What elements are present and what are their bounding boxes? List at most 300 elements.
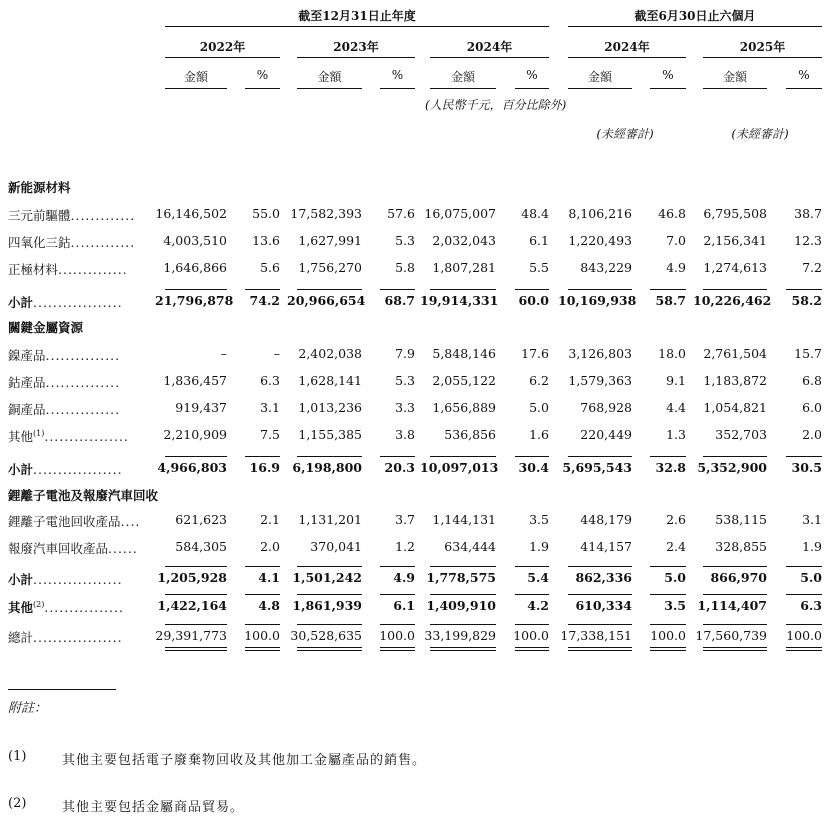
percent-column-header: %: [798, 68, 810, 82]
column-header-rule: [380, 88, 415, 89]
amount-cell: 8,106,216: [568, 206, 632, 221]
row-label-text: 關鍵金屬資源: [8, 320, 84, 335]
year-header: 2023年: [333, 40, 379, 54]
amount-cell: 5,848,146: [432, 346, 496, 361]
percent-cell: 60.0: [518, 293, 549, 308]
percent-cell: 5.5: [529, 260, 549, 275]
amount-column-header: 金額: [587, 70, 612, 84]
percent-cell: 5.8: [395, 260, 415, 275]
percent-cell: 5.0: [664, 570, 686, 585]
amount-cell: 634,444: [444, 539, 496, 554]
percent-cell: 15.7: [794, 346, 822, 361]
total-double-rule: [650, 650, 686, 651]
row-label-text: 小計: [8, 572, 34, 587]
row-label: [8, 460, 123, 478]
amount-cell: 3,126,803: [568, 346, 632, 361]
column-header-rule: [165, 88, 227, 89]
percent-cell: 12.3: [794, 233, 822, 248]
column-header-rule: [515, 88, 549, 89]
percent-cell: 100.0: [244, 628, 280, 643]
sum-rule: [165, 289, 227, 290]
row-label: [8, 400, 120, 418]
leader-dots: .............: [70, 235, 136, 250]
percent-cell: 5.4: [527, 570, 549, 585]
amount-cell: 10,226,462: [693, 293, 772, 308]
leader-dots: .................: [44, 429, 129, 444]
total-double-rule: [430, 650, 496, 651]
sum-rule: [245, 624, 280, 625]
percent-cell: 32.8: [655, 460, 686, 475]
amount-cell: 1,131,201: [298, 512, 362, 527]
sum-rule: [650, 624, 686, 625]
sum-rule: [568, 289, 632, 290]
amount-cell: 1,501,242: [292, 570, 362, 585]
sum-rule: [297, 289, 362, 290]
amount-cell: 4,003,510: [163, 233, 227, 248]
amount-cell: 1,656,889: [432, 400, 496, 415]
amount-column-header: 金額: [722, 70, 747, 84]
percent-cell: 55.0: [252, 206, 280, 221]
amount-cell: 1,422,164: [157, 598, 227, 613]
amount-cell: 2,032,043: [432, 233, 496, 248]
row-label: [8, 539, 138, 557]
sum-rule: [245, 289, 280, 290]
percent-cell: 4.1: [258, 570, 280, 585]
amount-cell: 1,155,385: [298, 427, 362, 442]
column-header-rule: [703, 88, 767, 89]
percent-cell: 30.4: [518, 460, 549, 475]
percent-cell: 38.7: [794, 206, 822, 221]
percent-cell: 4.4: [666, 400, 686, 415]
percent-cell: 1.2: [395, 539, 415, 554]
section-heading: [8, 486, 158, 504]
row-label-text: 鋰離子電池及報廢汽車回收: [8, 488, 159, 503]
year-header-rule: [165, 57, 280, 58]
sum-rule: [165, 594, 227, 595]
percent-cell: 5.6: [260, 260, 280, 275]
percent-cell: 13.6: [252, 233, 280, 248]
percent-cell: 7.9: [395, 346, 415, 361]
amount-cell: 2,156,341: [703, 233, 767, 248]
row-label: [8, 260, 128, 278]
percent-cell: 3.5: [664, 598, 686, 613]
total-double-rule: [515, 650, 549, 651]
amount-cell: 6,795,508: [703, 206, 767, 221]
row-label: [8, 598, 124, 616]
sum-rule: [380, 566, 415, 567]
sum-rule: [165, 566, 227, 567]
row-label-text: 總計: [8, 630, 34, 645]
sum-rule: [650, 594, 686, 595]
leader-dots: ................: [44, 600, 124, 615]
amount-column-header: 金額: [450, 70, 475, 84]
total-double-rule: [380, 650, 415, 651]
percent-column-header: %: [256, 68, 269, 82]
percent-cell: 30.5: [791, 460, 822, 475]
row-label: [8, 346, 120, 364]
leader-dots: ......: [108, 541, 138, 556]
percent-cell: 1.9: [529, 539, 549, 554]
sum-rule: [703, 289, 767, 290]
year-header-rule: [568, 57, 686, 58]
percent-cell: 2.1: [260, 512, 280, 527]
amount-cell: 352,703: [715, 427, 767, 442]
total-double-rule: [786, 647, 822, 648]
group-header-rule-1: [165, 26, 549, 27]
percent-cell: 5.0: [800, 570, 822, 585]
total-double-rule: [568, 647, 632, 648]
row-label-text: 鈷產品: [8, 375, 46, 390]
sum-rule: [297, 566, 362, 567]
footnote-1-text: 其他主要包括電子廢棄物回收及其他加工金屬產品的銷售。: [62, 753, 427, 768]
footnote-marker: (2): [33, 599, 45, 609]
amount-cell: 866,970: [710, 570, 767, 585]
amount-cell: 448,179: [580, 512, 632, 527]
amount-cell: 2,210,909: [163, 427, 227, 442]
row-label-text: 小計: [8, 462, 34, 477]
percent-cell: 5.3: [395, 233, 415, 248]
leader-dots: ...............: [45, 402, 121, 417]
section-heading: [8, 318, 83, 336]
percent-cell: 3.5: [529, 512, 549, 527]
sum-rule: [380, 456, 415, 457]
amount-cell: 2,402,038: [298, 346, 362, 361]
percent-cell: 2.4: [666, 539, 686, 554]
amount-cell: 2,761,504: [703, 346, 767, 361]
amount-cell: 16,075,007: [424, 206, 496, 221]
year-header: 2025年: [739, 40, 786, 54]
sum-rule: [568, 566, 632, 567]
sum-rule: [380, 624, 415, 625]
percent-cell: 7.5: [260, 427, 280, 442]
sum-rule: [515, 566, 549, 567]
percent-cell: 3.3: [395, 400, 415, 415]
total-double-rule: [245, 647, 280, 648]
percent-cell: 1.9: [802, 539, 822, 554]
sum-rule: [703, 456, 767, 457]
row-label: [8, 427, 129, 445]
amount-cell: 1,646,866: [163, 260, 227, 275]
amount-cell: 538,115: [715, 512, 767, 527]
row-label: [8, 373, 120, 391]
amount-cell: 1,114,407: [697, 598, 767, 613]
sum-rule: [515, 456, 549, 457]
sum-rule: [245, 456, 280, 457]
row-label-text: 其他: [8, 600, 34, 615]
sum-rule: [165, 456, 227, 457]
column-header-rule: [568, 88, 632, 89]
amount-cell: 21,796,878: [155, 293, 234, 308]
footnote-marker: (1): [33, 428, 45, 438]
sum-rule: [786, 289, 822, 290]
year-header: 2024年: [604, 40, 650, 54]
amount-cell: 17,338,151: [560, 628, 632, 643]
amount-cell: 862,336: [575, 570, 632, 585]
amount-cell: 10,097,013: [420, 460, 499, 475]
row-label: [8, 233, 135, 251]
percent-cell: 16.9: [249, 460, 280, 475]
sum-rule: [430, 594, 496, 595]
sum-rule: [703, 594, 767, 595]
percent-cell: 5.0: [529, 400, 549, 415]
column-header-rule: [297, 88, 362, 89]
row-label-text: 銅產品: [8, 402, 46, 417]
sum-rule: [515, 594, 549, 595]
amount-column-header: 金額: [183, 70, 208, 84]
amount-cell: 843,229: [580, 260, 632, 275]
row-label-text: 正極材料: [8, 262, 59, 277]
percent-cell: 3.1: [802, 512, 822, 527]
amount-cell: 1,756,270: [298, 260, 362, 275]
amount-cell: 1,836,457: [163, 373, 227, 388]
sum-rule: [165, 624, 227, 625]
percent-cell: 68.7: [384, 293, 415, 308]
total-double-rule: [786, 650, 822, 651]
amount-cell: 1,274,613: [703, 260, 767, 275]
sum-rule: [786, 594, 822, 595]
percent-cell: 4.9: [666, 260, 686, 275]
amount-cell: 17,560,739: [695, 628, 767, 643]
amount-cell: 536,856: [444, 427, 496, 442]
sum-rule: [568, 624, 632, 625]
leader-dots: ..................: [33, 630, 123, 645]
total-double-rule: [165, 650, 227, 651]
row-label-text: 鎳產品: [8, 348, 46, 363]
sum-rule: [650, 289, 686, 290]
amount-cell: 414,157: [580, 539, 632, 554]
amount-cell: –: [220, 346, 227, 361]
row-label-text: 小計: [8, 295, 34, 310]
sum-rule: [380, 594, 415, 595]
percent-cell: 2.0: [802, 427, 822, 442]
percent-cell: 6.1: [529, 233, 549, 248]
total-double-rule: [165, 647, 227, 648]
amount-cell: 621,623: [175, 512, 227, 527]
amount-cell: 1,205,928: [157, 570, 227, 585]
total-double-rule: [380, 647, 415, 648]
percent-cell: 58.7: [655, 293, 686, 308]
row-label: [8, 206, 135, 224]
row-label: [8, 293, 123, 311]
total-double-rule: [430, 647, 496, 648]
footnotes-title: 附註：: [8, 701, 48, 716]
percent-cell: 2.6: [666, 512, 686, 527]
row-label-text: 三元前驅體: [8, 208, 71, 223]
footnote-1-number: (1): [8, 749, 27, 764]
row-label: [8, 512, 140, 530]
total-double-rule: [568, 650, 632, 651]
sum-rule: [380, 289, 415, 290]
leader-dots: ....: [120, 514, 141, 529]
amount-cell: 16,146,502: [155, 206, 227, 221]
percent-cell: 17.6: [521, 346, 549, 361]
amount-cell: 1,409,910: [426, 598, 496, 613]
group-header-six-months: 截至6月30日止六個月: [634, 9, 756, 23]
percent-cell: 3.1: [260, 400, 280, 415]
amount-cell: 1,013,236: [298, 400, 362, 415]
total-double-rule: [703, 647, 767, 648]
percent-column-header: %: [526, 68, 538, 82]
percent-cell: 9.1: [666, 373, 686, 388]
row-label: [8, 628, 123, 646]
leader-dots: .............: [70, 208, 136, 223]
row-label-text: 鋰離子電池回收產品: [8, 514, 121, 529]
percent-cell: 4.2: [527, 598, 549, 613]
percent-cell: 100.0: [786, 628, 822, 643]
unit-note: (人民幣千元，百分比除外): [425, 98, 567, 112]
percent-cell: 2.0: [260, 539, 280, 554]
amount-cell: 6,198,800: [292, 460, 362, 475]
year-header-rule: [297, 57, 415, 58]
amount-cell: 5,695,543: [562, 460, 632, 475]
sum-rule: [568, 456, 632, 457]
percent-column-header: %: [662, 68, 674, 82]
total-double-rule: [297, 650, 362, 651]
percent-cell: 6.0: [802, 400, 822, 415]
year-header-rule: [703, 57, 822, 58]
sum-rule: [430, 566, 496, 567]
amount-cell: 33,199,829: [424, 628, 496, 643]
row-label: [8, 570, 123, 588]
percent-cell: –: [273, 346, 280, 361]
amount-cell: 17,582,393: [290, 206, 362, 221]
amount-cell: 10,169,938: [558, 293, 637, 308]
percent-cell: 20.3: [384, 460, 415, 475]
percent-cell: 6.8: [802, 373, 822, 388]
group-header-rule-2: [568, 26, 822, 27]
year-header: 2024年: [466, 40, 513, 54]
percent-cell: 74.2: [249, 293, 280, 308]
percent-cell: 3.7: [395, 512, 415, 527]
sum-rule: [430, 289, 496, 290]
percent-column-header: %: [391, 68, 404, 82]
amount-cell: 19,914,331: [420, 293, 499, 308]
unaudited-note-2024: (未經審計): [596, 127, 654, 141]
leader-dots: ..............: [58, 262, 128, 277]
row-label-text: 報廢汽車回收產品: [8, 541, 109, 556]
percent-cell: 48.4: [521, 206, 549, 221]
sum-rule: [515, 624, 549, 625]
percent-cell: 1.6: [529, 427, 549, 442]
sum-rule: [703, 624, 767, 625]
sum-rule: [786, 566, 822, 567]
percent-cell: 3.8: [395, 427, 415, 442]
column-header-rule: [650, 88, 686, 89]
sum-rule: [703, 566, 767, 567]
sum-rule: [515, 289, 549, 290]
amount-cell: 328,855: [715, 539, 767, 554]
amount-cell: 1,144,131: [432, 512, 496, 527]
row-label-text: 其他: [8, 429, 34, 444]
sum-rule: [245, 594, 280, 595]
percent-cell: 4.8: [258, 598, 280, 613]
sum-rule: [786, 456, 822, 457]
column-header-rule: [245, 88, 280, 89]
percent-cell: 4.9: [393, 570, 415, 585]
amount-cell: 29,391,773: [155, 628, 227, 643]
leader-dots: ...............: [45, 375, 121, 390]
sum-rule: [786, 624, 822, 625]
percent-cell: 1.3: [666, 427, 686, 442]
amount-cell: 610,334: [575, 598, 632, 613]
amount-cell: 584,305: [175, 539, 227, 554]
percent-cell: 18.0: [658, 346, 686, 361]
sum-rule: [650, 566, 686, 567]
percent-cell: 6.3: [800, 598, 822, 613]
group-header-fiscal-years: 截至12月31日止年度: [298, 9, 416, 23]
leader-dots: ..................: [33, 572, 123, 587]
percent-cell: 6.1: [393, 598, 415, 613]
sum-rule: [297, 456, 362, 457]
sum-rule: [297, 624, 362, 625]
column-header-rule: [786, 88, 822, 89]
leader-dots: ..................: [33, 295, 123, 310]
sum-rule: [430, 456, 496, 457]
amount-cell: 1,183,872: [703, 373, 767, 388]
amount-cell: 1,627,991: [298, 233, 362, 248]
amount-cell: 1,628,141: [298, 373, 362, 388]
row-label-text: 新能源材料: [8, 180, 71, 195]
total-double-rule: [650, 647, 686, 648]
sum-rule: [650, 456, 686, 457]
percent-cell: 6.2: [529, 373, 549, 388]
sum-rule: [568, 594, 632, 595]
footnote-2-number: (2): [8, 796, 27, 811]
column-header-rule: [430, 88, 496, 89]
amount-cell: 1,054,821: [703, 400, 767, 415]
percent-cell: 46.8: [658, 206, 686, 221]
unaudited-note-2025: (未經審計): [731, 127, 789, 141]
amount-cell: 220,449: [580, 427, 632, 442]
amount-cell: 1,220,493: [568, 233, 632, 248]
amount-cell: 5,352,900: [697, 460, 767, 475]
amount-cell: 1,579,363: [568, 373, 632, 388]
amount-column-header: 金額: [317, 70, 342, 84]
amount-cell: 2,055,122: [432, 373, 496, 388]
percent-cell: 7.0: [666, 233, 686, 248]
percent-cell: 57.6: [387, 206, 415, 221]
total-double-rule: [515, 647, 549, 648]
amount-cell: 20,966,654: [287, 293, 366, 308]
year-header: 2022年: [199, 40, 246, 54]
amount-cell: 4,966,803: [157, 460, 227, 475]
amount-cell: 919,437: [175, 400, 227, 415]
sum-rule: [430, 624, 496, 625]
percent-cell: 7.2: [802, 260, 822, 275]
total-double-rule: [703, 650, 767, 651]
percent-cell: 100.0: [513, 628, 549, 643]
percent-cell: 5.3: [395, 373, 415, 388]
amount-cell: 1,778,575: [426, 570, 496, 585]
amount-cell: 768,928: [580, 400, 632, 415]
row-label-text: 四氧化三鈷: [8, 235, 71, 250]
footnote-2-text: 其他主要包括金屬商品貿易。: [62, 800, 245, 815]
percent-cell: 100.0: [379, 628, 415, 643]
footnote-rule: [8, 689, 116, 690]
percent-cell: 100.0: [650, 628, 686, 643]
amount-cell: 1,807,281: [432, 260, 496, 275]
amount-cell: 1,861,939: [292, 598, 362, 613]
sum-rule: [297, 594, 362, 595]
amount-cell: 30,528,635: [290, 628, 362, 643]
amount-cell: 370,041: [310, 539, 362, 554]
percent-cell: 6.3: [260, 373, 280, 388]
leader-dots: ..................: [33, 462, 123, 477]
total-double-rule: [297, 647, 362, 648]
percent-cell: 58.2: [791, 293, 822, 308]
section-heading: [8, 178, 71, 196]
total-double-rule: [245, 650, 280, 651]
